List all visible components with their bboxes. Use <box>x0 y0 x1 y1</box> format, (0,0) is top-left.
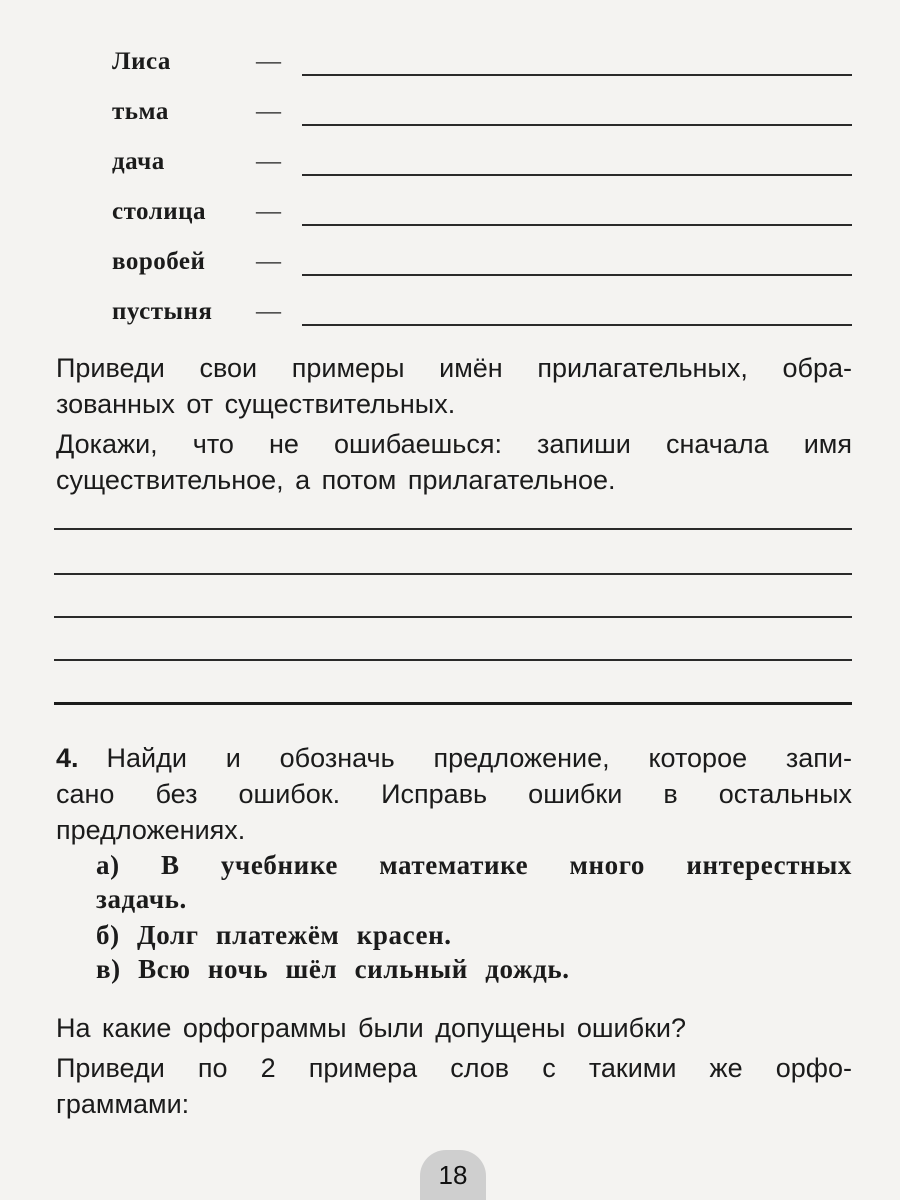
examples-line: граммами: <box>56 1089 190 1119</box>
word-label: Лиса <box>112 48 171 75</box>
examples-instruction <box>56 1050 852 1122</box>
dash: — <box>256 248 281 275</box>
answer-line[interactable] <box>302 148 852 176</box>
sentence-line: в) Всю ночь шёл сильный дождь. <box>96 954 570 984</box>
answer-line[interactable] <box>302 298 852 326</box>
dash: — <box>256 198 281 225</box>
word-label: тьма <box>112 98 169 125</box>
question-line: На какие орфограммы были допущены ошибки? <box>56 1013 687 1043</box>
dash: — <box>256 48 281 75</box>
sentence-b <box>96 918 852 952</box>
word-row <box>112 188 852 228</box>
answer-line[interactable] <box>302 248 852 276</box>
word-row <box>112 238 852 278</box>
sentence-a <box>96 848 852 916</box>
sentence-line: а) В учебнике математике много интерестных <box>96 850 852 880</box>
examples-line: Приведи по 2 примера слов с такими же орфо- <box>56 1053 852 1083</box>
instruction-prove <box>56 426 852 498</box>
dash: — <box>256 148 281 175</box>
writing-line[interactable] <box>54 616 852 618</box>
instruction-line: существительное, а потом прилагательное. <box>56 465 616 495</box>
task-line <box>56 740 852 776</box>
answer-line[interactable] <box>302 98 852 126</box>
task-text: Найди и обозначь предложение, которое запи- <box>106 743 852 773</box>
task-line: сано без ошибок. Исправь ошибки в остальных <box>56 779 852 809</box>
word-label: воробей <box>112 248 206 275</box>
writing-line[interactable] <box>54 573 852 575</box>
writing-line[interactable] <box>54 528 852 530</box>
task-line: предложениях. <box>56 815 246 845</box>
page-number-tab <box>420 1150 486 1200</box>
word-row <box>112 88 852 128</box>
sentence-line: задачь. <box>96 884 187 914</box>
word-row <box>112 38 852 78</box>
section-divider <box>54 702 852 705</box>
question-text <box>56 1010 852 1046</box>
word-label: пустыня <box>112 298 213 325</box>
answer-line[interactable] <box>302 198 852 226</box>
word-label: дача <box>112 148 165 175</box>
sentence-c <box>96 952 852 986</box>
word-label: столица <box>112 198 207 225</box>
instruction-line: Докажи, что не ошибаешься: запиши сначала имя <box>56 429 852 459</box>
dash: — <box>256 298 281 325</box>
task-4-instruction <box>56 740 852 848</box>
word-row <box>112 138 852 178</box>
writing-line[interactable] <box>54 659 852 661</box>
answer-line[interactable] <box>302 48 852 76</box>
page-number: 18 <box>438 1160 468 1190</box>
instruction-line: зованных от существительных. <box>56 389 456 419</box>
instruction-line: Приведи свои примеры имён прилагательных, обра- <box>56 353 852 383</box>
dash: — <box>256 98 281 125</box>
word-row <box>112 288 852 328</box>
task-number: 4. <box>56 743 79 773</box>
sentence-line: б) Долг платежём красен. <box>96 920 452 950</box>
instruction-examples <box>56 350 852 422</box>
